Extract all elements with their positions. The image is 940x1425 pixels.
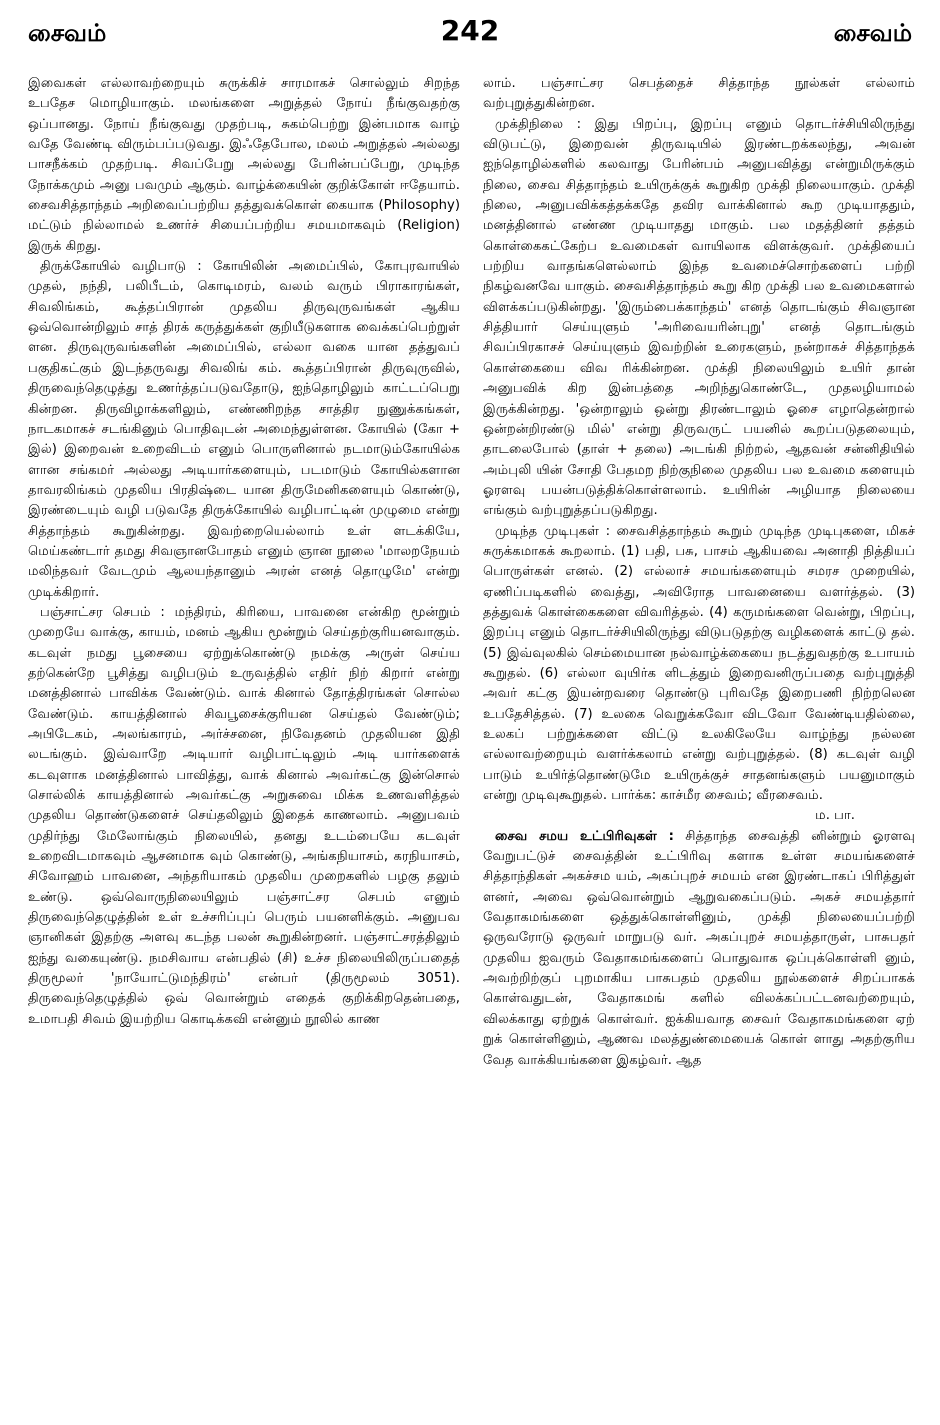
paragraph-temple-worship xyxy=(28,257,460,603)
term-subdivisions: சைவ சமய உட்பிரிவுகள் : xyxy=(495,828,674,844)
author-signature: ம. பா. xyxy=(815,808,855,824)
term-conclusions: முடிந்த முடிபுகள் : xyxy=(495,523,611,539)
text-subdivisions: சித்தாந்த சைவத்தி னின்றும் ஓரளவு வேறுபட்டுச் சைவத்தின் உட்பிரிவு களாக உள்ள சமயங்களைச் சித்தாந்திகள் அகச்சம யம், அகப்புறச் சமயம் என இரண்டாகப் பிரித்துள் ளனர், அவை ஒவ்வொன்றும் ஆறுவகைப்படும். அகச் சமயத்தார் வேதாகமங்களை ஒத்துக்கொள்ளினும், முக்தி நிலையைப்பற்றி ஒருவரோடு ஒருவர் மாறுபடு வர். அகப்புறச் சமயத்தாருள், பாசுபதர் முதலிய ஐவரும் வேதாகமங்களைப் பொதுவாக ஒப்புக்கொள்ளி னும், அவற்றிற்குப் புறமாகிய பாசுபதம் முதலிய நூல்களைச் சிறப்பாகக் கொள்வதுடன், வேதாகமங் களில் விலக்கப்பட்டனவற்றையும், விலக்காது ஏற்றுக் கொள்வர். ஐக்கியவாத சைவர் வேதாகமங்களை ஏற் றுக் கொள்ளினும், ஆணவ மலத்துண்மையைக் கொள் ளாது அதற்குரிய வேத வாக்கியங்களை இகழ்வர். ஆத xyxy=(483,828,915,1068)
term-mukti: முக்திநிலை : xyxy=(495,116,582,132)
text-conclusions: சைவசித்தாந்தம் கூறும் முடிந்த முடிபுகளை, மிகச் சுருக்கமாகக் கூறலாம். (1) பதி, பசு, பாசம் ஆகியவை அனாதி நித்தியப் பொருள்கள் எனல். (2) எல்லாச் சமயங்களையும் சமரச முறையில், ஏணிப்படிகளில் வைத்து, அவிரோத பாவனையை வளர்த்தல். (3) தத்துவக் கொள்கைகளை விவரித்தல். (4) கருமங்களை வென்று, பிறப்பு, இறப்பு எனும் தொடர்ச்சியிலிருந்து விடுபடுதற்கு வழிகளைக் காட்டு தல். (5) இவ்வுலகில் செம்மையான நல்வாழ்க்கையை நடத்துவதற்கு உபாயம் கூறுதல். (6) எல்லா வுயிர்க ளிடத்தும் இறைவனிருப்பதை வற்புறுத்தி அவர் கட்கு இயன்றவரை தொண்டு புரிவதே இறைபணி நிற்றலென உபதேசித்தல். (7) உலகை வெறுக்கவோ விடவோ வேண்டியதில்லை, உலகப் பற்றுக்களை விட்டு உலகிலேயே வாழ்ந்து நல்லன எல்லாவற்றையும் வளர்க்கலாம் என்று வற்புறுத்தல். (8) கடவுள் வழி பாடும் உயிர்த்தொண்டுமே உயிருக்குச் சாதனங்களும் பயனுமாகும் என்று முடிவுகூறுதல். பார்க்க: காச்மீர சைவம்; வீரசைவம். xyxy=(483,523,915,804)
text-panchakshara: மந்திரம், கிரியை, பாவனை என்கிற மூன்றும் முறையே வாக்கு, காயம், மனம் ஆகிய மூன்றும் செய்தற்குரியனவாகும். கடவுள் நமது பூசையை ஏற்றுக்கொண்டு நமக்கு அருள் செய்ய தற்கென்றே பூசித்து வழிபடும் உருவத்தில் எதிர் நிற் கிறார் என்று மனத்தினால் பாவிக்க வேண்டும். வாக் கினால் தோத்திரங்கள் சொல்ல வேண்டும். காயத்தினால் சிவபூசைக்குரியன செய்தல் வேண்டும்; அபிடேகம், அலங்காரம், அர்ச்சனை, நிவேதனம் முதலியன இதி லடங்கும். இவ்வாறே அடியார் வழிபாட்டிலும் அடி யார்களைக் கடவுளாக மனத்தினால் பாவித்து, வாக் கினால் அவர்கட்கு இன்சொல் சொல்லிக் காயத்தினால் அவர்கட்கு அறுசுவை மிக்க உணவளித்தல் முதலிய தொண்டுகளைச் செய்தலிலும் இதைக் காணலாம். அனுபவம் முதிர்ந்து மேலோங்கும் நிலையில், தனது உடம்பையே கடவுள் உறைவிடமாகவும் ஆசனமாக வும் கொண்டு, அங்கநியாசம், கரநியாசம், சிவோஹம் பாவனை, அந்தரியாகம் முதலிய முறைகளில் பழகு தலும் உண்டு. ஒவ்வொருநிலையிலும் பஞ்சாட்சர செபம் எனும் திருவைந்தெழுத்தின் உள் உச்சரிப்புப் பெரும் பயனளிக்கும். அனுபவ ஞானிகள் இதற்கு அளவு கடந்த பலன் கூறுகின்றனர். பஞ்சாட்சரத்திலும் ஐந்து வகையுண்டு. நமசிவாய என்பதில் (சி) உச்ச நிலையிலிருப்பதைத் திருமூலர் 'நாயோட்டுமந்திரம்' என்பர் (திருமூலம் 3051). திருவைந்தெழுத்தில் ஒவ் வொன்றும் எதைக் குறிக்கிறதென்பதை, உமாபதி சிவம் இயற்றிய கொடிக்கவி என்னும் நூலில் காண xyxy=(28,604,460,1027)
term-temple-worship: திருக்கோயில் வழிபாடு : xyxy=(40,259,202,275)
paragraph-mukti xyxy=(483,115,915,522)
paragraph-conclusions xyxy=(483,522,915,807)
paragraph-subdivisions xyxy=(483,827,915,1071)
left-column xyxy=(28,74,460,1030)
right-column xyxy=(483,74,915,1071)
text-mukti: இது பிறப்பு, இறப்பு எனும் தொடர்ச்சியிலிருந்து விடுபட்டு, இறைவன் திருவடியில் இரண்டறக்கலந்து, அவன் ஐந்தொழில்களில் கலவாது பேரின்பம் அனுபவித்து என்றுமிருக்கும் நிலை, சைவ சித்தாந்தம் உயிருக்குக் கூறுகிற முக்தி நிலையாகும். முக்தி நிலை, அனுபவிக்கத்தக்கதே தவிர வாக்கினால் கூற முடியாததும், மனத்தினால் எண்ண முடியாதது மாகும். பல மதத்தினர் தத்தம் கொள்கைகட்கேற்ப உவமைகள் வாயிலாக விளக்குவர். முக்தியைப் பற்றிய வாதங்களெல்லாம் இந்த உவமைச்சொற்களைப் பற்றி நிகழ்வனவே யாகும். சைவசித்தாந்தம் கூறு கிற முக்தி பல உவமைகளால் விளக்கப்படுகின்றது. 'இரும்பைக்காந்தம்' எனத் தொடங்கும் சிவஞான சித்தியார் செய்யுளும் 'அரிவையரின்புறு' எனத் தொடங்கும் சிவப்பிரகாசச் செய்யுளும் இவற்றின் உரைகளும், நன்றாகச் சித்தாந்தக் கொள்கையை விவ ரிக்கின்றன. முக்தி நிலையிலும் உயிர் தான் அனுபவிக் கிற இன்பத்தை அறிந்துகொண்டே, முதலழியாமல் இருக்கின்றது. 'ஒன்றாலும் ஒன்று திரண்டாலும் ஓசை எழாதென்றால் ஒன்றன்றிரண்டு மில்' என்று திருவருட் பயனில் கூறப்படுதலையும், தாடலைபோல் (தாள் + தலை) அடங்கி நிற்றல், ஆதவன் சன்னிதியில் அம்புலி யின் சோதி பேதமற நிற்குநிலை முதலிய பல உவமை களையும் ஓரளவு பயன்படுத்திக்கொள்ளலாம். உயிரின் அழியாத நிலையை எங்கும் வற்புறுத்தப்படுகிறது. xyxy=(483,116,915,519)
paragraph-continued: லாம். பஞ்சாட்சர செபத்தைச் சித்தாந்த நூல்கள் எல்லாம் வற்புறுத்துகின்றன. xyxy=(483,76,915,112)
paragraph-summary: இவைகள் எல்லாவற்றையும் சுருக்கிச் சாரமாகச் சொல்லும் சிறந்த உபதேச மொழியாகும். மலங்களை அறுத்தல் நோய் நீங்குவதற்கு ஒப்பானது. நோய் நீங்குவது முதற்படி, சுகம்பெற்று இன்பமாக வாழ் வதே வேண்டி விரும்பப்படுவது. இஃதேபோல, மலம் அறுத்தல் அல்லது பாசநீக்கம் முதற்படி. சிவப்பேறு அல்லது பேரின்பப்பேறு, முடிந்த நோக்கமும் அனு பவமும் ஆகும். வாழ்க்கையின் குறிக்கோள் ஈதேயாம். சைவசித்தாந்தம் அறிவைப்பற்றிய தத்துவக்கொள் கையாக (Philosophy) மட்டும் நில்லாமல் உணர்ச் சியைப்பற்றிய சமயமாகவும் (Religion) இருக் கிறது. xyxy=(28,76,460,254)
page-number: 242 xyxy=(440,14,500,47)
text-temple-worship: கோயிலின் அமைப்பில், கோபுரவாயில் முதல், நந்தி, பலிபீடம், கொடிமரம், வலம் வரும் பிராகாரங்கள், சிவலிங்கம், கூத்தப்பிரான் முதலிய திருவுருவங்கள் ஆகிய ஒவ்வொன்றிலும் சாத் திரக் கருத்துக்கள் குறியீடுகளாக வைக்கப்பெற்றுள் ளன. திருவுருவங்களின் அமைப்பில், எல்லா வகை யான தத்துவப் பகுதிகட்கும் இடந்தருவது சிவலிங் கம். கூத்தப்பிரான் திருவுருவில், திருவைந்தெழுத்து உணர்த்தப்படுவதோடு, ஐந்தொழிலும் காட்டப்பெறு கின்றன. திருவிழாக்களிலும், எண்ணிறந்த சாத்திர நுணுக்கங்கள், நாடகமாகச் சடங்கினும் பொதிவுடன் அமைந்துள்ளன. கோயில் (கோ + இல்) இறைவன் உறைவிடம் எனும் பொருளினால் நடமாடும்கோயில்க ளான சங்கமர் அல்லது அடியார்களையும், படமாடும் கோயில்களான தாவரலிங்கம் முதலிய பிரதிஷ்டை யான திருமேனிகளையும் கொண்டு, இரண்டையும் வழி படுவதே திருக்கோயில் வழிபாட்டின் முழுமை என்று சித்தாந்தம் கூறுகின்றது. இவற்றையெல்லாம் உள் ளடக்கியே, மெய்கண்டார் தமது சிவஞானபோதம் எனும் ஞான நூலை 'மாலறநேயம் மலிந்தவர் வேடமும் ஆலயந்தானும் அரன் எனத் தொழுமே' என்று முடிக்கிறார். xyxy=(28,259,460,600)
running-header-right: சைவம் xyxy=(833,19,912,47)
paragraph-panchakshara xyxy=(28,603,460,1030)
term-panchakshara: பஞ்சாட்சர செபம் : xyxy=(40,604,165,620)
running-header-left: சைவம் xyxy=(28,19,107,47)
